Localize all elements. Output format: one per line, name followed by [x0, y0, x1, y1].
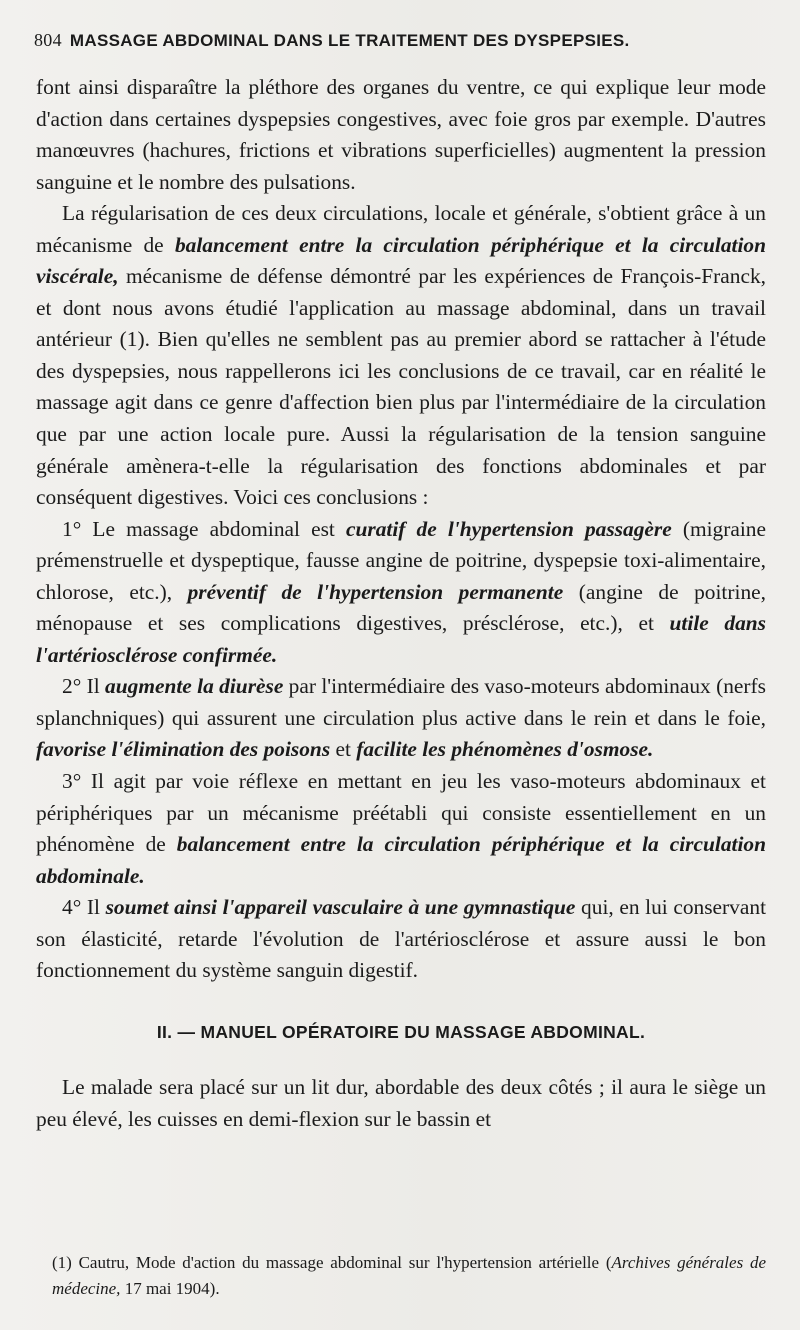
footnote-text: (1) Cautru, Mode d'action du massage abdominal sur l'hypertension artérielle (: [52, 1253, 612, 1272]
section-heading: II. — MANUEL OPÉRATOIRE DU MASSAGE ABDOMINAL.: [156, 1021, 646, 1042]
footnote-date: 17 mai 1904).: [120, 1279, 220, 1298]
emphasis: curatif de l'hypertension passagère: [345, 516, 672, 541]
text-run: par l'intermédiaire des vaso-moteurs abdominaux (nerfs splanchniques) qui assurent une circulation plus active dans le rein et dans le foie,: [36, 674, 766, 730]
text-run: (angine de poitrine, ménopause et ses complications digestives, présclérose, etc.), et: [36, 579, 766, 636]
emphasis: balancement entre la circulation périphérique et la circulation viscérale,: [36, 232, 767, 289]
running-title: MASSAGE ABDOMINAL DANS LE TRAITEMENT DES DYSPEPSIES.: [69, 31, 630, 50]
footnote: [52, 1250, 766, 1302]
text-run: 2° Il: [62, 674, 106, 699]
text-run: (migraine prémenstruelle et dyspeptique, fausse angine de poitrine, dyspepsie toxi-alimentaire, chlorose, etc.),: [36, 516, 766, 604]
emphasis: utile dans l'artériosclérose confirmée.: [36, 611, 766, 667]
text-run: La régularisation de ces deux circulations, locale et générale, s'obtient grâce à un mécanisme de: [36, 201, 766, 257]
text-run: 1° Le massage abdominal est: [62, 516, 346, 541]
text-run: et: [330, 737, 357, 762]
conclusion-3: [36, 766, 766, 892]
text-run: 4° Il: [62, 895, 106, 920]
emphasis: facilite les phénomènes d'osmose.: [356, 737, 654, 762]
text-run: 3° Il agit par voie réflexe en mettant en jeu les vaso-moteurs abdominaux et périphériques par un mécanisme préétabli qui consiste essentiellement en un phénomène de: [36, 769, 766, 857]
main-text: [36, 72, 766, 1136]
emphasis: augmente la diurèse: [105, 674, 284, 699]
emphasis: préventif de l'hypertension permanente: [187, 579, 564, 604]
footnote-journal: Archives générales de médecine,: [52, 1253, 767, 1298]
running-header: [34, 30, 760, 51]
conclusion-1: [36, 514, 766, 672]
emphasis: soumet ainsi l'appareil vasculaire à une gymnastique: [105, 895, 576, 920]
emphasis: favorise l'élimination des poisons: [36, 737, 331, 762]
paragraph-continuation: font ainsi disparaître la pléthore des organes du ventre, ce qui explique leur mode d'action dans certaines dyspepsies congestives, avec foie gros par exemple. D'autres manœuvres (hachures, frictions et vibrations superficielles) augmentent la pression sanguine et le nombre des pulsations.: [36, 75, 766, 194]
conclusion-4: [36, 892, 766, 987]
paragraph-manuel: Le malade sera placé sur un lit dur, abordable des deux côtés ; il aura le siège un peu élevé, les cuisses en demi-flexion sur le bassin et: [36, 1075, 766, 1131]
text-run: qui, en lui conservant son élasticité, retarde l'évolution de l'artériosclérose et assure aussi le bon fonctionnement du système sanguin digestif.: [36, 895, 767, 983]
conclusion-2: [36, 671, 766, 766]
text-run: mécanisme de défense démontré par les expériences de François-Franck, et dont nous avons étudié l'application au massage abdominal, dans un travail antérieur (1). Bien qu'elles ne semblent pas au premier abord se rattacher à l'étude des dyspepsies, nous rappellerons ici les conclusions de ce travail, car en réalité le massage agit dans ce genre d'affection bien plus par l'intermédiaire de la circulation que par une action locale pure. Aussi la régularisation de la tension sanguine générale amènera-t-elle la régularisation des fonctions abdominales et par conséquent digestives. Voici ces conclusions :: [36, 264, 766, 510]
page-number: 804: [34, 30, 62, 50]
paragraph-regularisation: [36, 198, 766, 513]
emphasis: balancement entre la circulation périphérique et la circulation abdominale.: [36, 832, 766, 888]
